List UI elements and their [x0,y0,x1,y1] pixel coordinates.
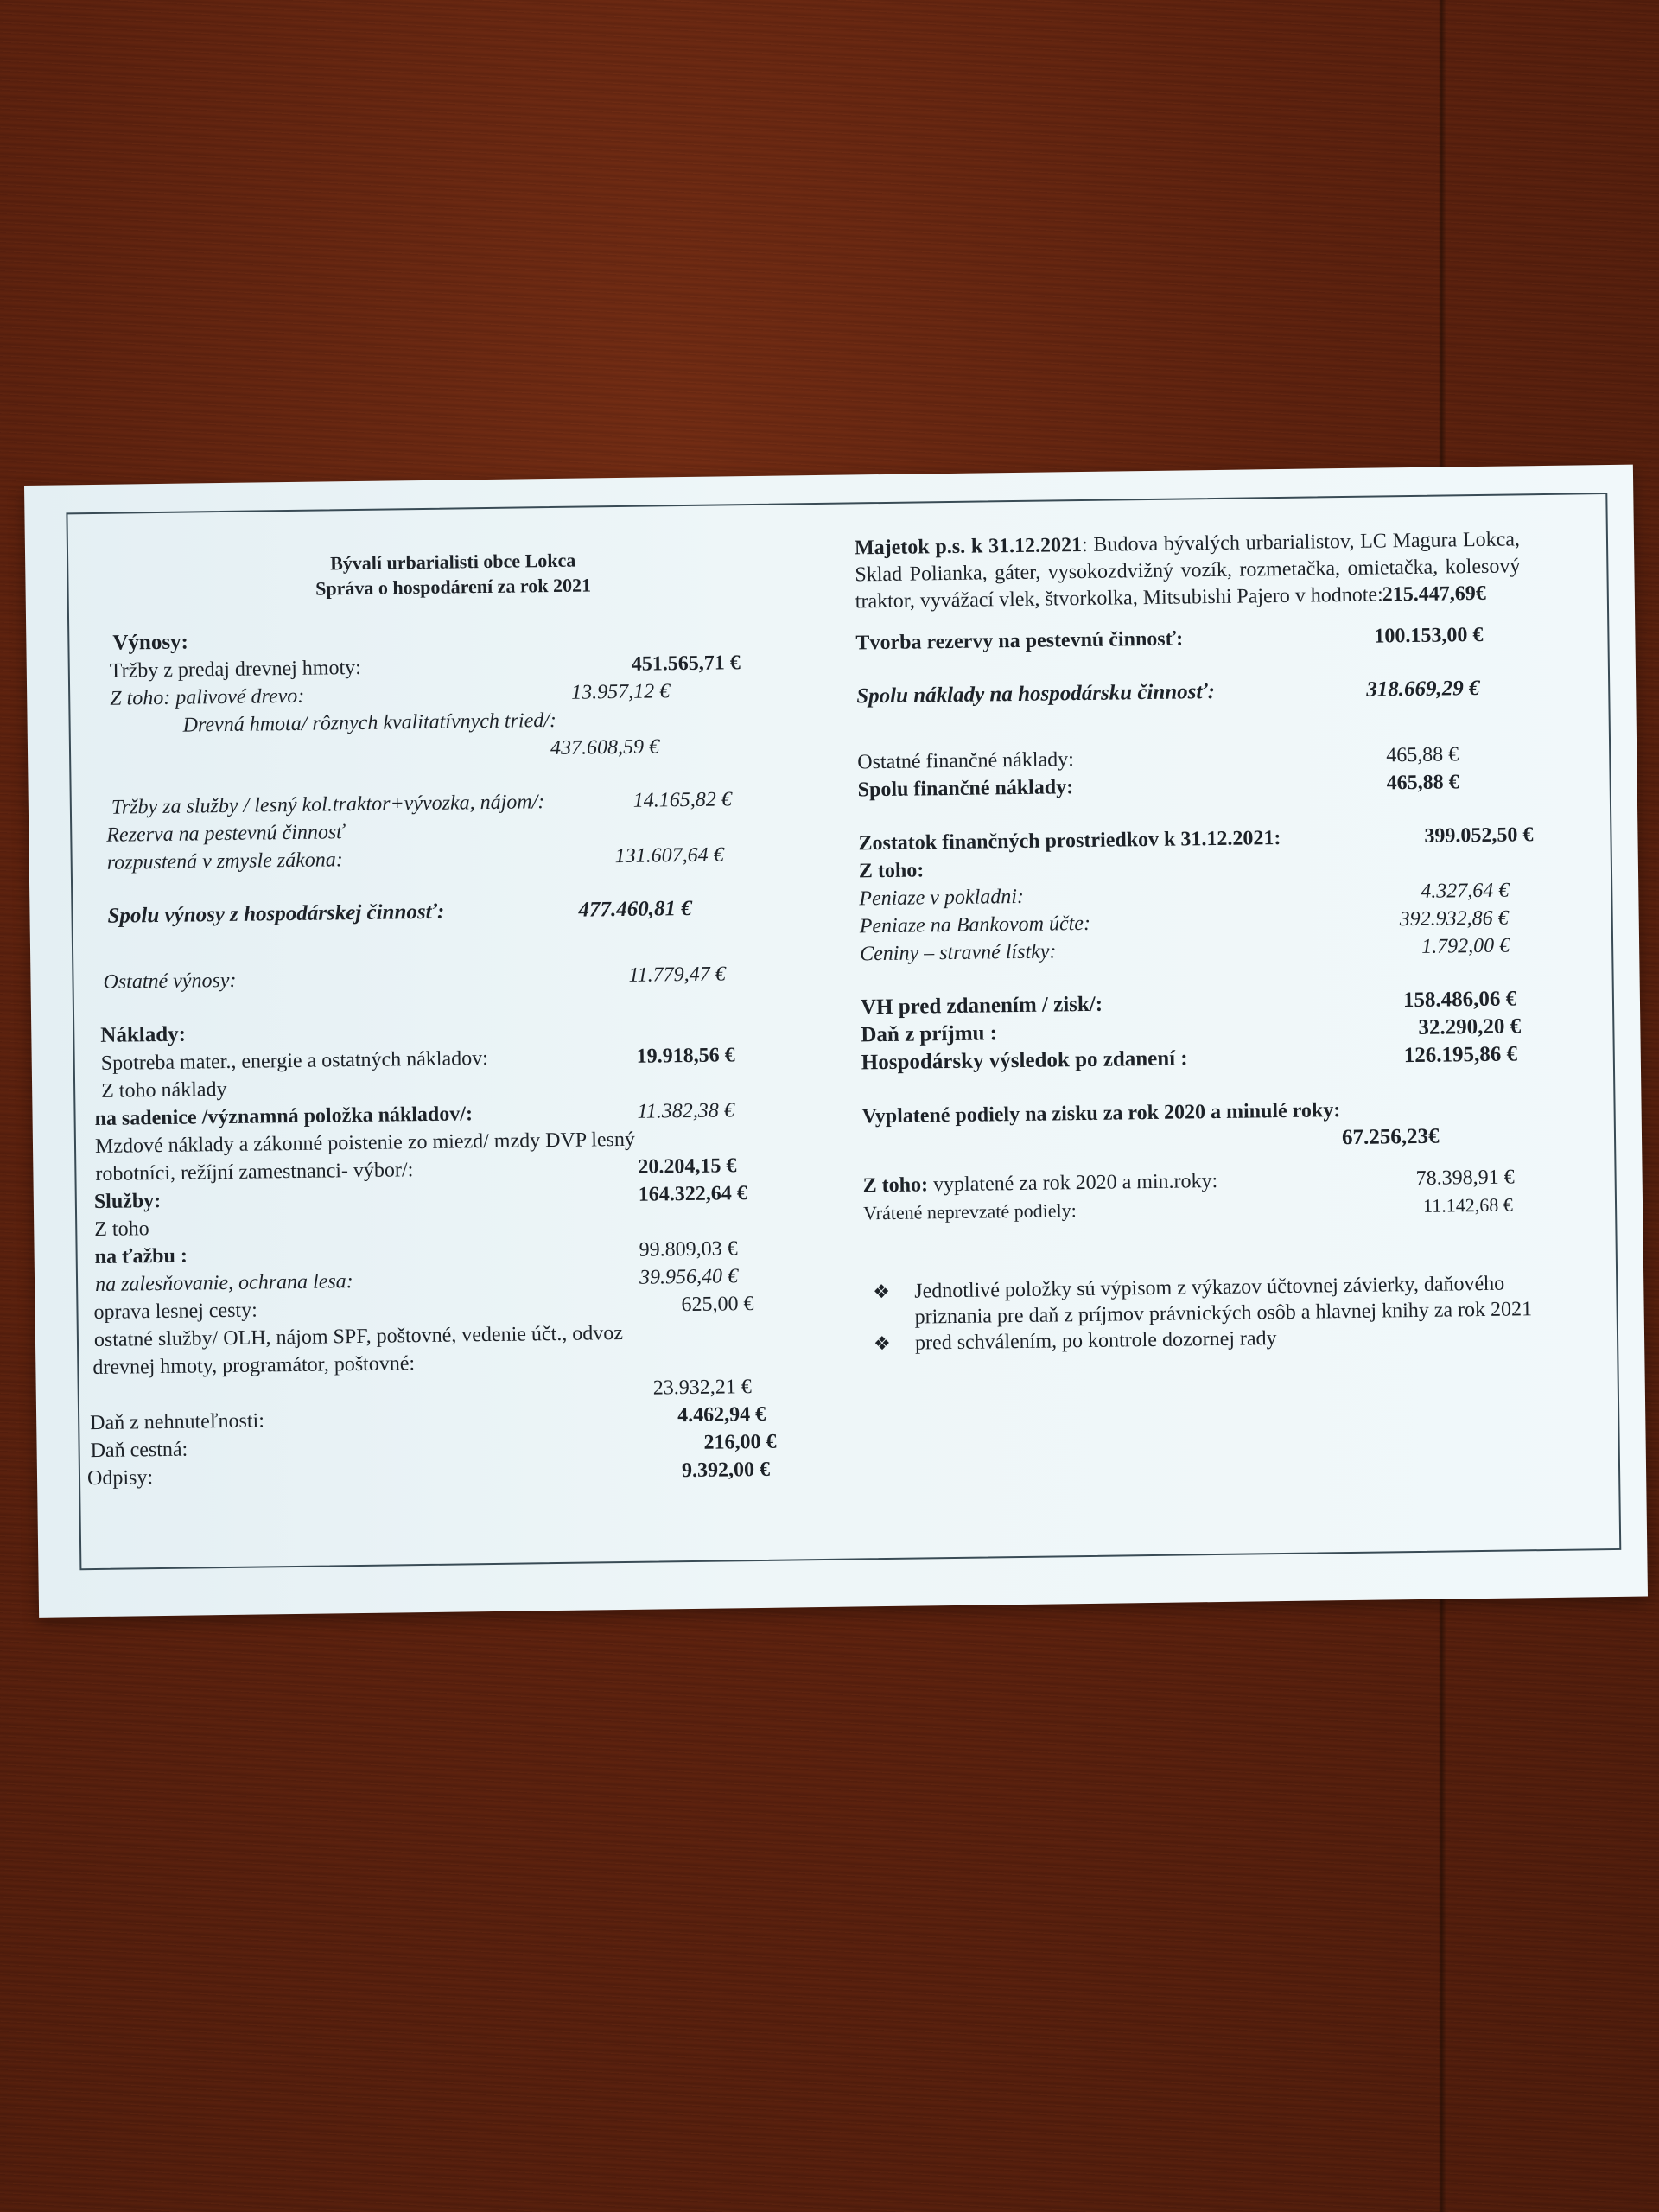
hv-value: 126.195,86 € [1403,1042,1518,1068]
banka-label: Peniaze na Bankovom účte: [859,912,1091,938]
vyplatene-value: 78.398,91 € [1415,1166,1515,1190]
vratene-value: 11.142,68 € [1422,1193,1513,1217]
ostatne-sluzby-value: 23.932,21 € [652,1376,752,1400]
oprava-label: oprava lesnej cesty: [93,1299,257,1325]
hv-label: Hospodársky výsledok po zdanení : [861,1046,1188,1075]
ztoho-naklady: Z toho náklady [101,1077,227,1103]
dan-cestna-value: 216,00 € [703,1430,777,1454]
vyplatene-label: vyplatené za rok 2020 a min.roky: [927,1169,1218,1197]
spolu-vynosy-label: Spolu výnosy z hospodárskej činnosť: [107,899,445,928]
rezerva-label-2: rozpustená v zmysle zákona: [106,849,343,874]
report-title: Správa o hospodárení za rok 2021 [315,574,592,600]
banka-value: 392.932,86 € [1399,906,1509,931]
diamond-bullet-icon: ❖ [873,1280,891,1303]
dan-nehnut-value: 4.462,94 € [677,1402,766,1427]
mzdy-value: 20.204,15 € [638,1154,737,1179]
ostatne-vynosy-label: Ostatné výnosy: [103,969,237,994]
tazba-label: na ťažbu : [94,1244,188,1269]
spolu-naklady-value: 318.669,29 € [1366,676,1480,702]
ostatne-sluzby-1: ostatné služby/ OLH, nájom SPF, poštovné, vedenie účt., odvoz [93,1322,624,1352]
vynosy-heading: Výnosy: [112,630,189,655]
spolu-vynosy-value: 477.460,81 € [578,896,692,922]
sadenice-label: na sadenice /významná položka nákladov/: [94,1103,474,1130]
ostatne-fin-label: Ostatné finančné náklady: [857,748,1075,774]
left-column [86,545,789,1492]
mzdy-label-2: robotníci, režíjní zamestnanci- výbor/: [95,1159,414,1185]
dan-nehnut-label: Daň z nehnuteľnosti: [90,1409,265,1435]
zostatok-value: 399.052,50 € [1424,823,1534,848]
note-1 [864,1270,1537,1331]
pokladna-value: 4.327,64 € [1421,879,1510,903]
trzby-drevo-label: Tržby z predaj drevnej hmoty: [109,656,362,683]
zalesnovanie-label: na zalesňovanie, ochrana lesa: [94,1270,353,1297]
sluzby-value: 164.322,64 € [638,1182,747,1206]
palivove-value: 13.957,12 € [571,680,671,704]
majetok-text: : Budova bývalých urbarialistov, LC Magura Lokca, Sklad Polianka, gáter, vysokozdvižný vozík, rozmetačka, omietačka, kolesový traktor, vyvážací vlek, štvorkolka, Mitsubishi Pajero v hodnote: [855,528,1521,613]
org-title: Bývalí urbarialisti obce Lokca [329,549,576,575]
drevna-value: 437.608,59 € [550,735,660,760]
podiely-label: Vyplatené podiely na zisku za rok 2020 a minulé roky: [861,1099,1341,1128]
odpisy-value: 9.392,00 € [681,1458,771,1483]
tazba-value: 99.809,03 € [639,1237,738,1262]
spotreba-value: 19.918,56 € [636,1044,735,1068]
dan-prijmu-value: 32.290,20 € [1418,1014,1522,1039]
majetok-lead: Majetok p.s. k 31.12.2021 [854,533,1083,560]
note-2-text: pred schválením, po kontrole dozornej rady [914,1327,1277,1355]
vyplatene-lead: Z toho: [862,1173,929,1198]
dan-prijmu-label: Daň z príjmu : [861,1021,998,1047]
sluzby-trzby-label: Tržby za služby / lesný kol.traktor+vývozka, nájom/: [111,791,545,819]
vh-label: VH pred zdanením / zisk/: [860,992,1103,1020]
pokladna-label: Peniaze v pokladni: [859,885,1025,911]
ostatne-vynosy-value: 11.779,47 € [628,963,726,987]
zostatok-label: Zostatok finančných prostriedkov k 31.12.2021: [858,826,1281,855]
report-paper [24,465,1648,1618]
vratene-label: Vrátené neprevzaté podiely: [862,1199,1077,1224]
oprava-value: 625,00 € [681,1293,754,1317]
mzdy-label-1: Mzdové náklady a zákonné poistenie zo miezd/ mzdy DVP lesný [94,1128,636,1158]
tvorba-label: Tvorba rezervy na pestevnú činnosť: [855,627,1184,655]
vh-value: 158.486,06 € [1402,987,1517,1013]
trzby-drevo-value: 451.565,71 € [631,652,741,676]
tvorba-value: 100.153,00 € [1374,623,1484,648]
right-column [855,526,1548,1357]
rezerva-value: 131.607,64 € [614,843,724,868]
ostatne-sluzby-2: drevnej hmoty, programátor, poštovné: [92,1352,416,1380]
spolu-naklady-label: Spolu náklady na hospodársku činnosť: [856,679,1216,709]
zalesnovanie-value: 39.956,40 € [639,1265,739,1289]
spolu-fin-value: 465,88 € [1386,771,1459,795]
ceniny-value: 1.792,00 € [1421,934,1510,958]
spolu-fin-label: Spolu finančné náklady: [857,776,1074,802]
diamond-bullet-icon: ❖ [873,1332,891,1355]
ztoho-sluzby: Z toho [94,1217,149,1242]
ztoho-right: Z toho: [858,859,925,883]
note-1-text: Jednotlivé položky sú výpisom z výkazov účtovnej závierky, daňového priznania pre daň z príjmov právnických osôb a hlavnej knihy za rok 2021 [914,1272,1533,1329]
palivove-label: Z toho: palivové drevo: [110,684,305,710]
sluzby-trzby-value: 14.165,82 € [632,788,732,812]
naklady-heading: Náklady: [100,1022,187,1047]
ostatne-fin-value: 465,88 € [1386,743,1459,767]
drevna-label: Drevná hmota/ rôznych kvalitatívnych tried/: [182,709,557,737]
rezerva-label-1: Rezerva na pestevnú činnosť [106,821,345,847]
sluzby-label: Služby: [93,1190,162,1214]
dan-cestna-label: Daň cestná: [90,1438,188,1463]
podiely-value: 67.256,23€ [1341,1124,1440,1150]
majetok-value: 215.447,69€ [1382,582,1486,607]
ceniny-label: Ceniny – stravné lístky: [860,940,1057,966]
sadenice-value: 11.382,38 € [637,1099,734,1123]
spotreba-label: Spotreba mater., energie a ostatných nákladov: [100,1047,488,1075]
odpisy-label: Odpisy: [86,1466,154,1491]
